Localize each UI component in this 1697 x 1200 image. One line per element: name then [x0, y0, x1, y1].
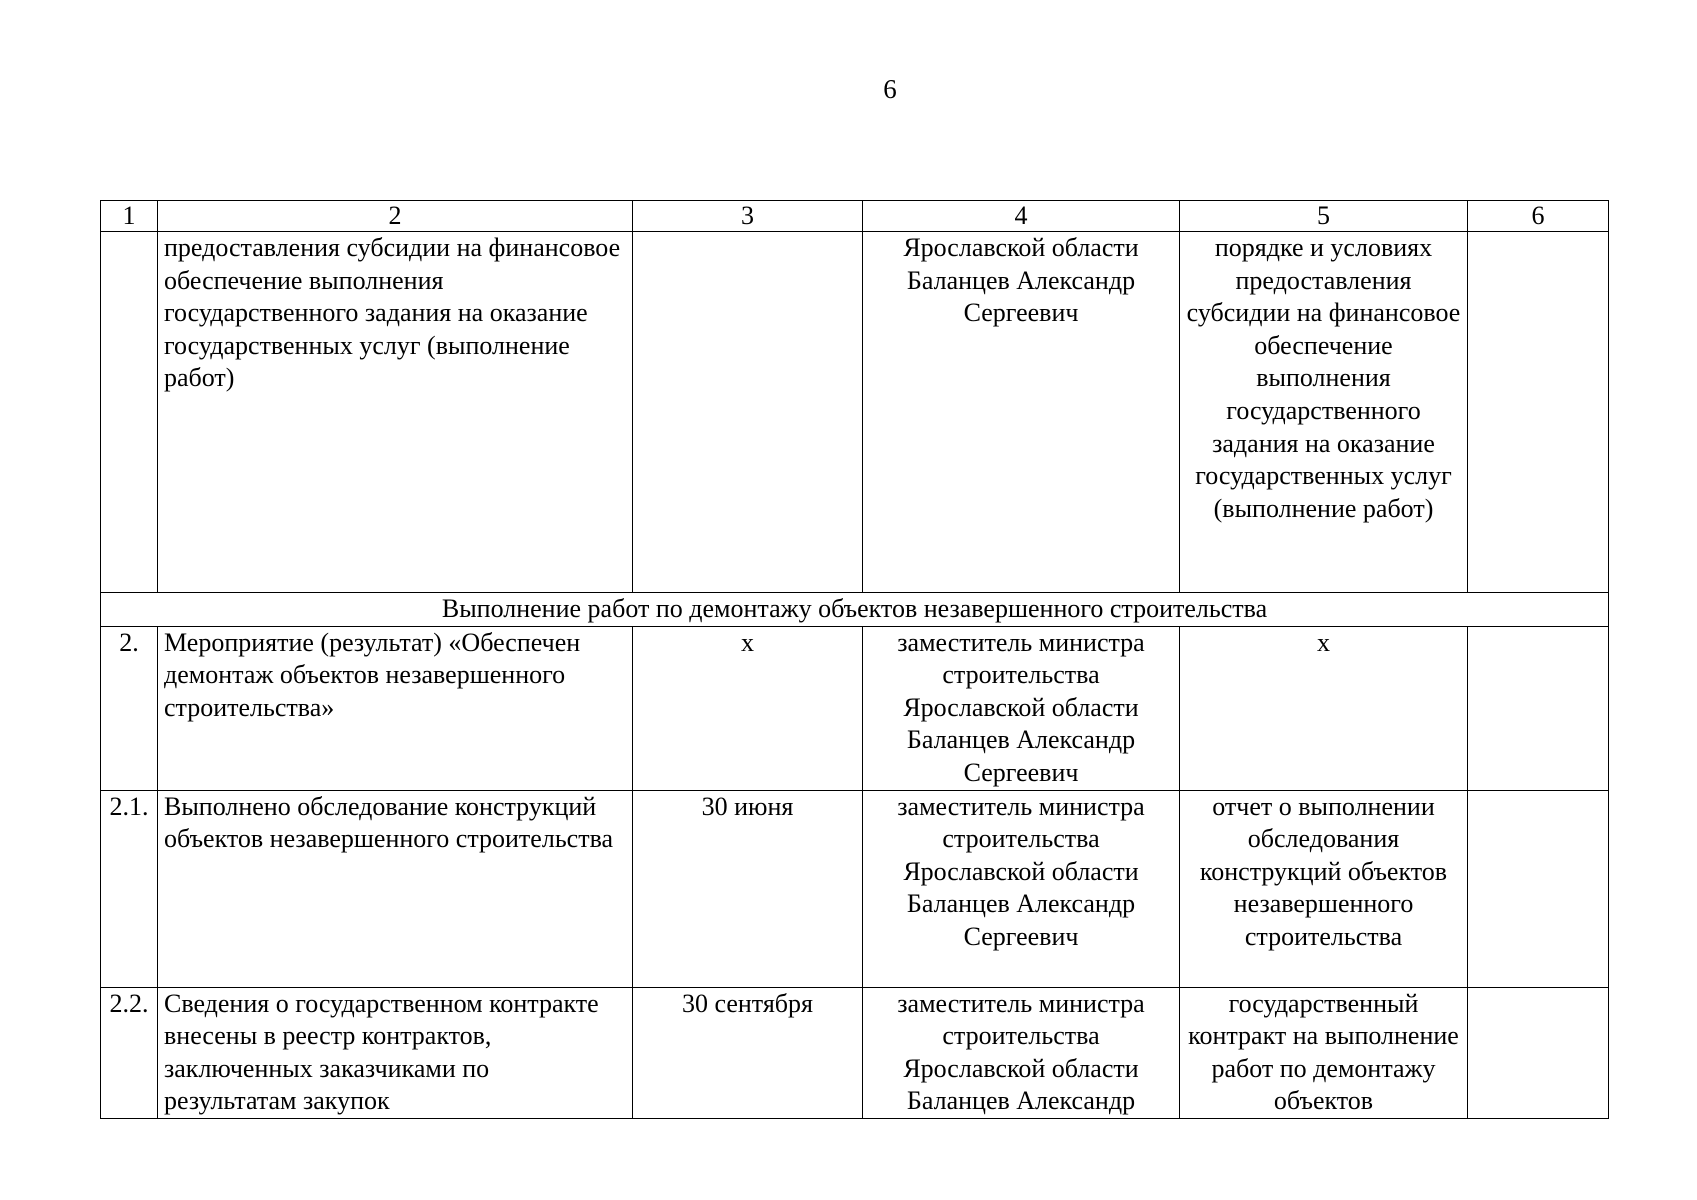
column-number: 6	[1468, 201, 1609, 232]
column-number: 2	[158, 201, 633, 232]
deadline-cell: 30 июня	[633, 790, 863, 987]
document-cell: отчет о выполнении обследования конструкций объектов незавершенного строительства	[1180, 790, 1468, 987]
table-row	[101, 626, 1609, 790]
document-cell: х	[1180, 626, 1468, 790]
extra-cell	[1468, 987, 1609, 1118]
section-row	[101, 593, 1609, 627]
row-number-cell: 2.2.	[101, 987, 158, 1118]
deadline-cell	[633, 232, 863, 593]
responsible-cell: заместитель министра строительства Ярославской области Баланцев Александр Сергеевич	[863, 626, 1180, 790]
column-number: 3	[633, 201, 863, 232]
column-number-row	[101, 201, 1609, 232]
table-row	[101, 987, 1609, 1118]
extra-cell	[1468, 626, 1609, 790]
document-cell: государственный контракт на выполнение работ по демонтажу объектов	[1180, 987, 1468, 1118]
event-name-cell: Выполнено обследование конструкций объектов незавершенного строительства	[158, 790, 633, 987]
page-number: 6	[883, 74, 897, 104]
column-number: 5	[1180, 201, 1468, 232]
document-cell: порядке и условиях предоставления субсидии на финансовое обеспечение выполнения государственного задания на оказание государственных услуг (выполнение работ)	[1180, 232, 1468, 593]
table-row	[101, 232, 1609, 593]
extra-cell	[1468, 790, 1609, 987]
responsible-cell: заместитель министра строительства Ярославской области Баланцев Александр Сергеевич	[863, 790, 1180, 987]
responsible-cell: заместитель министра строительства Ярославской области Баланцев Александр	[863, 987, 1180, 1118]
event-name-cell: предоставления субсидии на финансовое обеспечение выполнения государственного задания на оказание государственных услуг (выполнение работ)	[158, 232, 633, 593]
row-number-cell: 2.	[101, 626, 158, 790]
extra-cell	[1468, 232, 1609, 593]
responsible-cell: Ярославской области Баланцев Александр Сергеевич	[863, 232, 1180, 593]
section-title: Выполнение работ по демонтажу объектов незавершенного строительства	[101, 593, 1609, 627]
row-number-cell	[101, 232, 158, 593]
plan-table	[100, 200, 1609, 1119]
event-name-cell: Мероприятие (результат) «Обеспечен демонтаж объектов незавершенного строительства»	[158, 626, 633, 790]
column-number: 4	[863, 201, 1180, 232]
deadline-cell: х	[633, 626, 863, 790]
row-number-cell: 2.1.	[101, 790, 158, 987]
column-number: 1	[101, 201, 158, 232]
deadline-cell: 30 сентября	[633, 987, 863, 1118]
event-name-cell: Сведения о государственном контракте внесены в реестр контрактов, заключенных заказчиками по результатам закупок	[158, 987, 633, 1118]
table-row	[101, 790, 1609, 987]
